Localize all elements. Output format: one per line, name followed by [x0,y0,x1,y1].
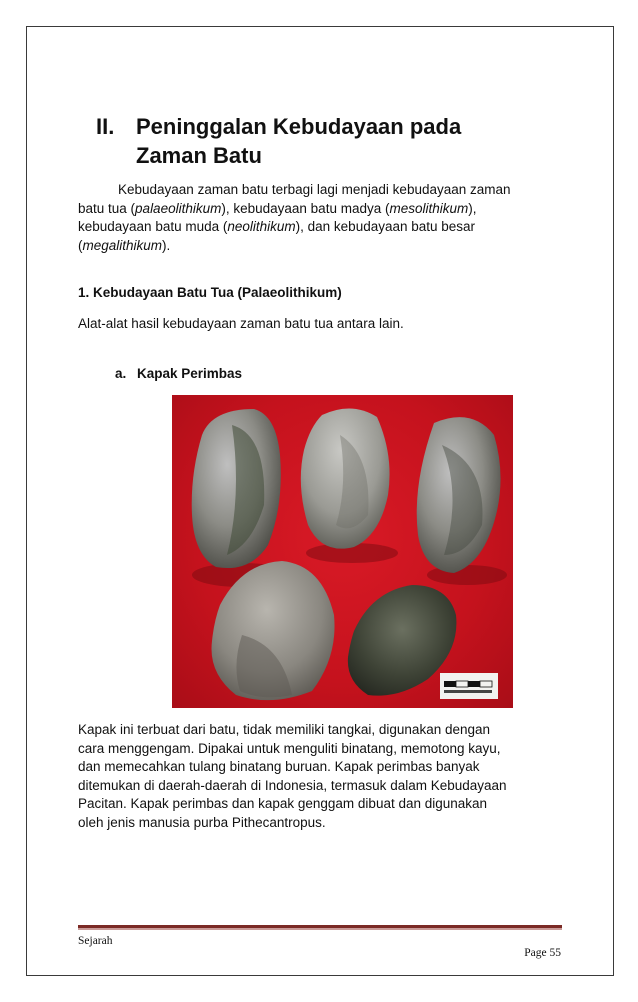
description-line: Kapak ini terbuat dari batu, tidak memiliki tangkai, digunakan dengan [78,722,491,737]
intro-text-2: batu tua ( [78,200,136,216]
intro-text-7: ( [78,237,83,253]
description-line: ditemukan di daerah-daerah di Indonesia, termasuk dalam Kebudayaan [78,777,507,793]
footer-divider-shadow [78,928,562,930]
section-number: II. [96,114,115,139]
term-mesolithikum: mesolithikum [389,200,469,216]
section-title-line-1: Peninggalan Kebudayaan pada [136,114,462,139]
intro-text-3: ), kebudayaan batu madya ( [221,200,390,216]
term-neolithikum: neolithikum [227,219,296,235]
item-heading [115,366,242,381]
item-title: Kapak Perimbas [137,366,243,381]
intro-text-5: kebudayaan batu muda ( [78,219,228,235]
intro-text-1: Kebudayaan zaman batu terbagi lagi menjadi kebudayaan zaman [118,182,511,197]
description-line: oleh jenis manusia purba Pithecantropus. [78,814,326,830]
description-paragraph [78,721,558,833]
section-title-line-2: Zaman Batu [136,143,262,168]
chopper-tools-photo [172,395,513,708]
intro-text-4: ), [468,200,477,216]
subsection-lead: Alat-alat hasil kebudayaan zaman batu tua antara lain. [78,316,404,331]
footer-subject: Sejarah [78,935,113,947]
term-palaeolithikum: palaeolithikum [135,200,222,216]
intro-text-8: ). [162,237,171,253]
subsection-heading: 1. Kebudayaan Batu Tua (Palaeolithikum) [78,285,342,300]
description-line: Pacitan. Kapak perimbas dan kapak genggam dibuat dan digunakan [78,796,488,812]
description-line: dan memecahkan tulang binatang buruan. Kapak perimbas banyak [78,759,480,775]
scale-bar-icon [440,673,498,699]
term-megalithikum: megalithikum [82,237,163,253]
intro-text-6: ), dan kebudayaan batu besar [295,219,476,235]
intro-paragraph [78,181,558,255]
item-letter: a. [115,366,127,381]
stone-tools-illustration [172,395,513,708]
page-number: Page 55 [524,947,561,959]
description-line: cara menggengam. Dipakai untuk menguliti binatang, memotong kayu, [78,740,501,756]
